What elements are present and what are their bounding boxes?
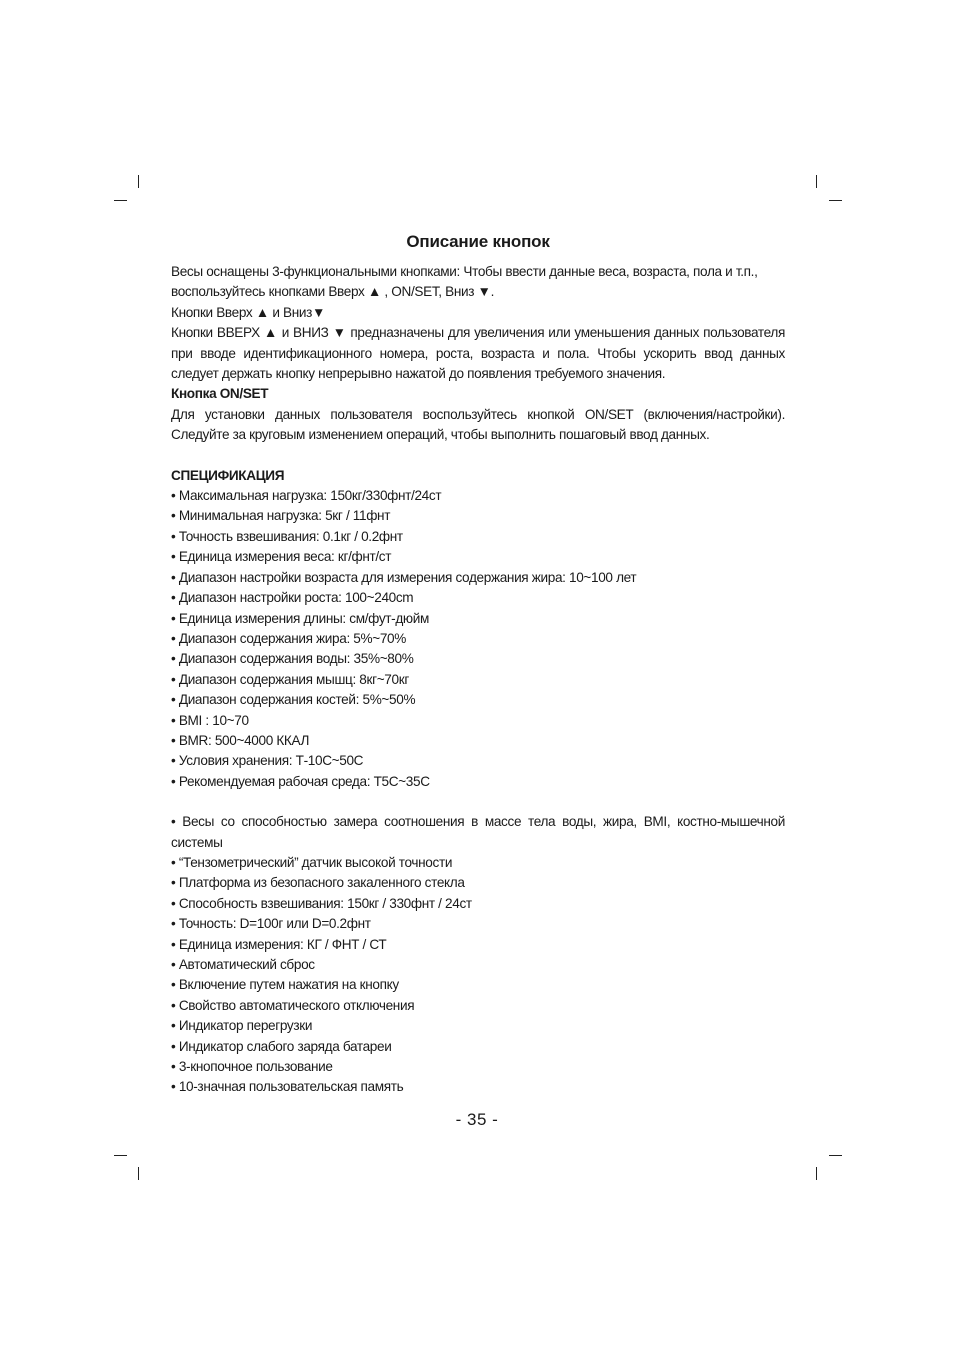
list-item: • Максимальная нагрузка: 150кг/330фнт/24ст — [171, 488, 442, 504]
list-item: • Свойство автоматического отключения — [171, 997, 415, 1013]
crop-mark-bottom-right-horizontal — [829, 1155, 842, 1156]
section-gap — [171, 792, 785, 812]
spec-list — [171, 486, 785, 792]
page-title: Описание кнопок — [406, 232, 550, 251]
list-item: • Условия хранения: Т-10С~50С — [171, 753, 364, 769]
updown-heading: Кнопки Вверх ▲ и Вниз▼ — [171, 304, 326, 320]
list-item: • BMI : 10~70 — [171, 712, 249, 728]
list-item: • Включение путем нажатия на кнопку — [171, 977, 399, 993]
crop-mark-bottom-left-horizontal — [114, 1155, 127, 1156]
list-item: • Диапазон настройки возраста для измерения содержания жира: 10~100 лет — [171, 569, 637, 585]
crop-mark-top-right-vertical — [816, 175, 817, 188]
onset-heading: Кнопка ON/SET — [171, 386, 269, 402]
list-item: • Единица измерения веса: кг/фнт/ст — [171, 549, 392, 565]
list-item: • Диапазон содержания воды: 35%~80% — [171, 651, 414, 667]
list-item: • Рекомендуемая рабочая среда: Т5С~35С — [171, 773, 430, 789]
list-item: • Индикатор перегрузки — [171, 1018, 313, 1034]
list-item: • Автоматический сброс — [171, 957, 315, 972]
onset-text: Для установки данных пользователя воспользуйтесь кнопкой ON/SET (включения/настройки). Следуйте за круговым изменением операций, чтобы выполнить пошаговый ввод данных. — [171, 406, 785, 443]
updown-text: Кнопки ВВЕРХ ▲ и ВНИЗ ▼ предназначены для увеличения или уменьшения данных пользователя при вводе идентификационного номера, роста, возраста и пола. Чтобы ускорить ввод данных следует держать кнопку непрерывно нажатой до появления требуемого значения. — [171, 325, 785, 382]
list-item: • Минимальная нагрузка: 5кг / 11фнт — [171, 508, 391, 524]
list-item: • Платформа из безопасного закаленного стекла — [171, 875, 465, 891]
list-item: • 3-кнопочное пользование — [171, 1059, 333, 1075]
list-item: • Единица измерения: КГ / ФНТ / СТ — [171, 936, 387, 952]
feature-list — [171, 812, 785, 1098]
list-item: • Точность: D=100г или D=0.2фнт — [171, 916, 371, 932]
list-item: • Точность взвешивания: 0.1кг / 0.2фнт — [171, 528, 403, 544]
crop-mark-top-left-vertical — [138, 175, 139, 188]
list-item: • Весы со способностью замера соотношения в массе тела воды, жира, BMI, костно-мышечной системы — [171, 814, 785, 850]
crop-mark-top-left-horizontal — [114, 200, 127, 201]
crop-mark-bottom-right-vertical — [816, 1167, 817, 1180]
list-item: • Способность взвешивания: 150кг / 330фнт / 24ст — [171, 895, 472, 911]
spec-heading: СПЕЦИФИКАЦИЯ — [171, 467, 285, 483]
list-item: • “Тензометрический” датчик высокой точности — [171, 854, 453, 870]
crop-mark-bottom-left-vertical — [138, 1167, 139, 1180]
list-item: • Единица измерения длины: см/фут-дюйм — [171, 610, 429, 626]
intro-line-2: воспользуйтесь кнопками Вверх ▲ , ON/SET, Вниз ▼. — [171, 284, 495, 300]
list-item: • Диапазон содержания мышц: 8кг~70кг — [171, 671, 409, 687]
crop-mark-top-right-horizontal — [829, 200, 842, 201]
list-item: • BMR: 500~4000 ККАЛ — [171, 732, 310, 748]
list-item: • Диапазон настройки роста: 100~240cm — [171, 590, 414, 606]
document-content — [171, 226, 785, 1098]
list-item: • Диапазон содержания жира: 5%~70% — [171, 630, 406, 646]
list-item: • Диапазон содержания костей: 5%~50% — [171, 692, 416, 708]
list-item: • 10-значная пользовательская память — [171, 1079, 404, 1095]
list-item: • Индикатор слабого заряда батареи — [171, 1038, 392, 1054]
section-gap — [171, 446, 785, 466]
page-number: - 35 - — [455, 1110, 499, 1129]
intro-line-1: Весы оснащены 3-функциональными кнопками: Чтобы ввести данные веса, возраста, пола и т.п., — [171, 264, 758, 279]
